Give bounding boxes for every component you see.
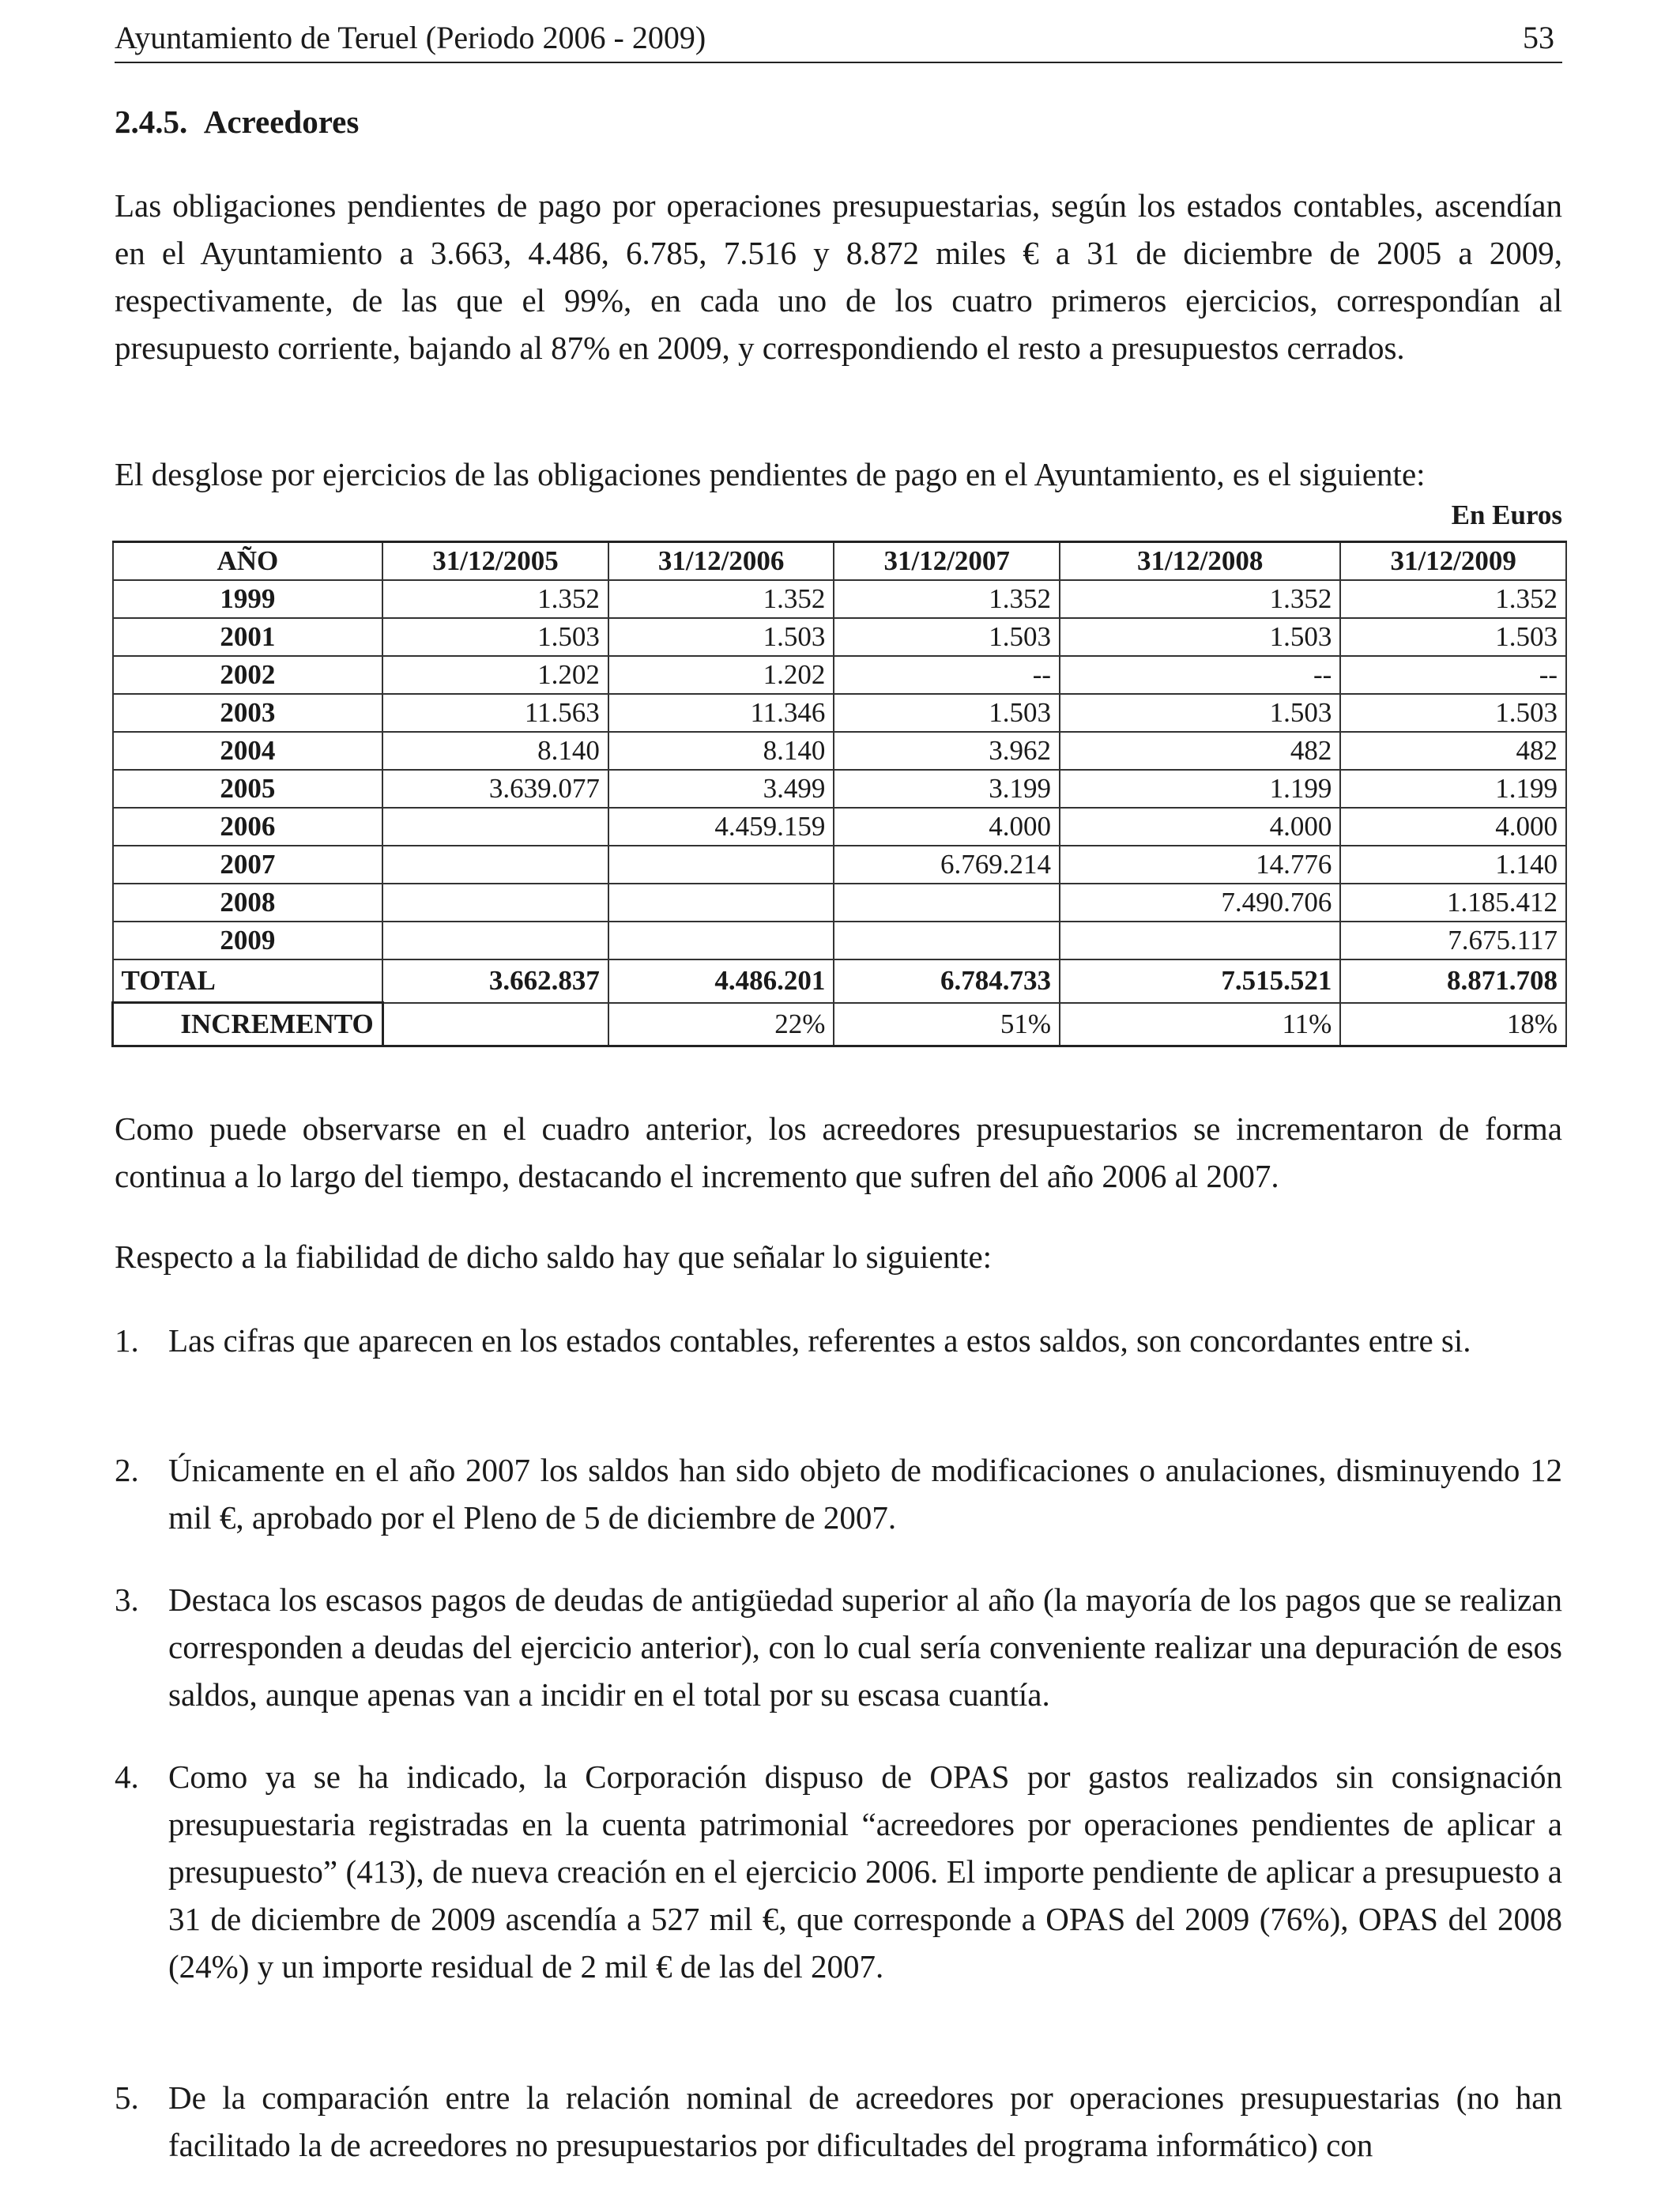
increment-row: [113, 1003, 1567, 1046]
total-cell: 3.662.837: [382, 959, 608, 1003]
value-cell: 1.352: [834, 580, 1060, 618]
value-cell: 1.185.412: [1340, 884, 1566, 922]
page-header: [115, 17, 1562, 63]
year-cell: 2001: [113, 618, 383, 656]
header-cell: AÑO: [113, 542, 383, 581]
value-cell: 4.000: [1340, 808, 1566, 846]
table-header-row: [113, 542, 1567, 581]
table-row: [113, 808, 1567, 846]
table-row: [113, 884, 1567, 922]
list-item-number: 5.: [115, 2079, 139, 2116]
value-cell: 1.503: [834, 618, 1060, 656]
table-row: [113, 770, 1567, 808]
value-cell: [382, 808, 608, 846]
value-cell: 3.499: [608, 770, 834, 808]
header-cell: 31/12/2005: [382, 542, 608, 581]
header-title: Ayuntamiento de Teruel (Periodo 2006 - 2009): [115, 20, 706, 55]
list-item-text: Como ya se ha indicado, la Corporación dispuso de OPAS por gastos realizados sin consignación presupuestaria registradas en la cuenta patrimonial “acreedores por operaciones pendientes de aplicar a presupuesto” (413), de nueva creación en el ejercicio 2006. El importe pendiente de aplicar a presupuesto a 31 de diciembre de 2009 ascendía a 527 mil €, que corresponde a OPAS del 2009 (76%), OPAS del 2008 (24%) y un importe residual de 2 mil € de las del 2007.: [168, 1759, 1562, 1985]
value-cell: 3.199: [834, 770, 1060, 808]
value-cell: --: [1060, 656, 1340, 694]
value-cell: [1060, 922, 1340, 959]
value-cell: [382, 884, 608, 922]
value-cell: 3.639.077: [382, 770, 608, 808]
total-cell: 4.486.201: [608, 959, 834, 1003]
table-row: [113, 618, 1567, 656]
value-cell: [382, 846, 608, 884]
section-title: Acreedores: [203, 104, 360, 140]
value-cell: 482: [1340, 732, 1566, 770]
value-cell: 1.503: [1340, 694, 1566, 732]
value-cell: 1.503: [834, 694, 1060, 732]
value-cell: 11.346: [608, 694, 834, 732]
value-cell: 1.503: [608, 618, 834, 656]
value-cell: 7.675.117: [1340, 922, 1566, 959]
list-item-text: Las cifras que aparecen en los estados contables, referentes a estos saldos, son concordantes entre si.: [168, 1322, 1471, 1359]
value-cell: 1.199: [1340, 770, 1566, 808]
paragraph-reliability: Respecto a la fiabilidad de dicho saldo hay que señalar lo siguiente:: [115, 1238, 993, 1275]
header-cell: 31/12/2007: [834, 542, 1060, 581]
year-cell: 2008: [113, 884, 383, 922]
value-cell: [382, 922, 608, 959]
year-cell: 2002: [113, 656, 383, 694]
increment-cell: 11%: [1060, 1003, 1340, 1046]
table-row: [113, 694, 1567, 732]
paragraph-intro: Las obligaciones pendientes de pago por operaciones presupuestarias, según los estados contables, ascendían en el Ayuntamiento a 3.663, 4.486, 6.785, 7.516 y 8.872 miles € a 31 de diciembre de 2005 a 2009, respectivamente, de las que el 99%, en cada uno de los cuatro primeros ejercicios, correspondían al presupuesto corriente, bajando al 87% en 2009, y correspondiendo el resto a presupuestos cerrados.: [115, 187, 1562, 366]
list-item-number: 3.: [115, 1581, 139, 1618]
table-row: [113, 580, 1567, 618]
value-cell: 1.140: [1340, 846, 1566, 884]
value-cell: 482: [1060, 732, 1340, 770]
increment-cell: 51%: [834, 1003, 1060, 1046]
value-cell: 4.459.159: [608, 808, 834, 846]
header-cell: 31/12/2008: [1060, 542, 1340, 581]
list-item-number: 2.: [115, 1452, 139, 1488]
total-cell: 6.784.733: [834, 959, 1060, 1003]
value-cell: 1.202: [382, 656, 608, 694]
list-item-text: De la comparación entre la relación nominal de acreedores por operaciones presupuestarias (no han facilitado la de acreedores no presupuestarios por dificultades del programa informático) con: [168, 2079, 1562, 2163]
value-cell: 14.776: [1060, 846, 1340, 884]
value-cell: 4.000: [1060, 808, 1340, 846]
increment-cell: [382, 1003, 608, 1046]
list-item-text: Únicamente en el año 2007 los saldos han sido objeto de modificaciones o anulaciones, disminuyendo 12 mil €, aprobado por el Pleno de 5 de diciembre de 2007.: [168, 1452, 1562, 1536]
value-cell: 1.503: [382, 618, 608, 656]
increment-label: INCREMENTO: [113, 1003, 383, 1046]
paragraph-breakdown: El desglose por ejercicios de las obligaciones pendientes de pago en el Ayuntamiento, es el siguiente:: [115, 456, 1426, 492]
list-item-number: 1.: [115, 1322, 139, 1359]
year-cell: 2007: [113, 846, 383, 884]
total-row: [113, 959, 1567, 1003]
section-number: 2.4.5.: [115, 104, 188, 140]
year-cell: 2003: [113, 694, 383, 732]
value-cell: --: [1340, 656, 1566, 694]
value-cell: 7.490.706: [1060, 884, 1340, 922]
table-row: [113, 922, 1567, 959]
value-cell: 6.769.214: [834, 846, 1060, 884]
year-cell: 2005: [113, 770, 383, 808]
value-cell: [834, 884, 1060, 922]
value-cell: 1.503: [1060, 618, 1340, 656]
list-item-text: Destaca los escasos pagos de deudas de antigüedad superior al año (la mayoría de los pagos que se realizan corresponden a deudas del ejercicio anterior), con lo cual sería conveniente realizar una depuración de esos saldos, aunque apenas van a incidir en el total por su escasa cuantía.: [168, 1581, 1562, 1713]
total-cell: 8.871.708: [1340, 959, 1566, 1003]
value-cell: 1.352: [382, 580, 608, 618]
paragraph-observation: Como puede observarse en el cuadro anterior, los acreedores presupuestarios se incrementaron de forma continua a lo largo del tiempo, destacando el incremento que sufren del año 2006 al 2007.: [115, 1110, 1562, 1194]
list-item-number: 4.: [115, 1759, 139, 1795]
page-number: 53: [1523, 20, 1554, 55]
value-cell: 3.962: [834, 732, 1060, 770]
value-cell: 1.202: [608, 656, 834, 694]
creditors-table: [111, 541, 1567, 1047]
value-cell: [608, 846, 834, 884]
year-cell: 2006: [113, 808, 383, 846]
value-cell: 8.140: [382, 732, 608, 770]
value-cell: 1.503: [1060, 694, 1340, 732]
table-unit: En Euros: [1451, 499, 1562, 530]
value-cell: 1.352: [1340, 580, 1566, 618]
table-row: [113, 656, 1567, 694]
header-cell: 31/12/2009: [1340, 542, 1566, 581]
value-cell: 1.352: [1060, 580, 1340, 618]
header-cell: 31/12/2006: [608, 542, 834, 581]
total-cell: 7.515.521: [1060, 959, 1340, 1003]
value-cell: 1.199: [1060, 770, 1340, 808]
value-cell: 1.352: [608, 580, 834, 618]
table-row: [113, 732, 1567, 770]
value-cell: [608, 884, 834, 922]
value-cell: [834, 922, 1060, 959]
year-cell: 2004: [113, 732, 383, 770]
total-label: TOTAL: [113, 959, 383, 1003]
value-cell: 11.563: [382, 694, 608, 732]
value-cell: --: [834, 656, 1060, 694]
year-cell: 1999: [113, 580, 383, 618]
year-cell: 2009: [113, 922, 383, 959]
table-row: [113, 846, 1567, 884]
value-cell: 1.503: [1340, 618, 1566, 656]
increment-cell: 18%: [1340, 1003, 1566, 1046]
section-heading: [115, 98, 359, 145]
value-cell: 4.000: [834, 808, 1060, 846]
value-cell: [608, 922, 834, 959]
value-cell: 8.140: [608, 732, 834, 770]
increment-cell: 22%: [608, 1003, 834, 1046]
